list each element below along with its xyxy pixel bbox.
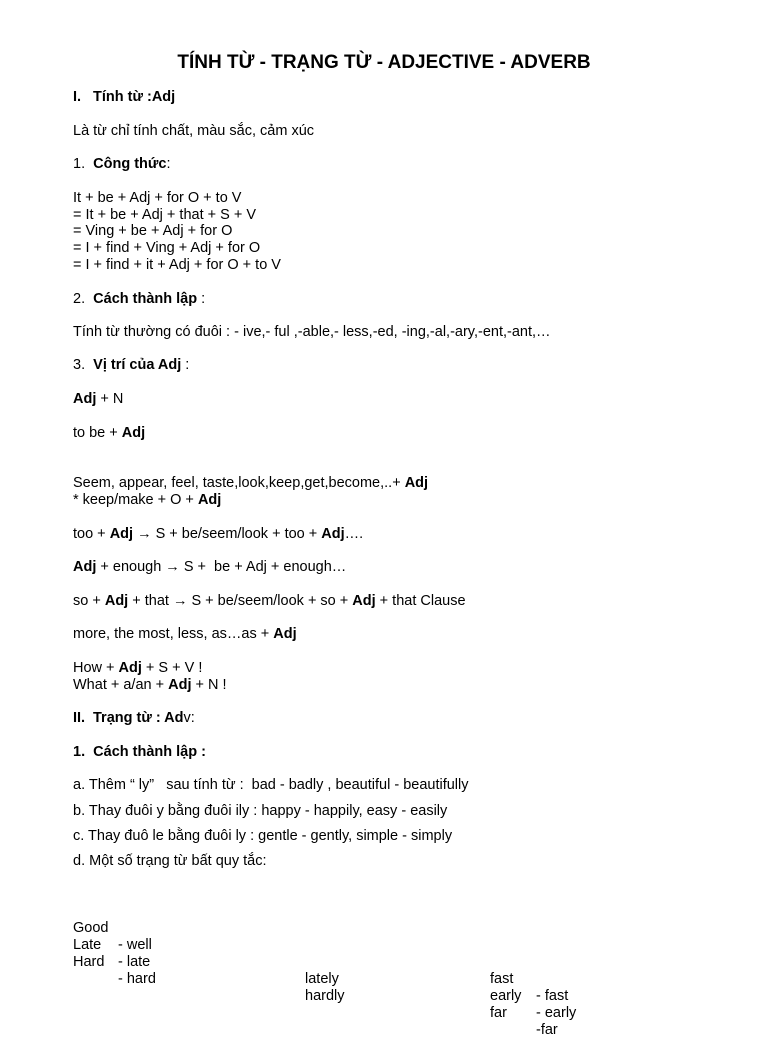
adj-formation-heading [73,291,205,308]
formula-line: = It + be + Adj + that + S + V [73,207,256,223]
formula-number: 1. [73,156,86,172]
rule-text: How + [73,660,119,676]
section-1-number: I. [73,89,82,105]
rule-text: + that → S + be/seem/look + so + [128,593,353,609]
adj-keyword: Adj [404,475,429,491]
rule-too [73,526,363,543]
adj-formation-number: 2. [73,291,86,307]
rule-text: …. [344,526,364,542]
adj-keyword: Adj [118,660,142,676]
rule-adj-n [73,391,123,408]
rule-how [73,660,202,677]
section-1-heading [73,89,175,106]
rule-tobe [73,425,145,442]
adj-suffixes: Tính từ thường có đuôi : - ive,- ful ,-able,- less,-ed, -ing,-al,-ary,-ent,-ant,… [73,324,551,340]
rule-text: + N [96,391,124,407]
irregular-adj: early [490,988,522,1004]
adv-formation-number: 1. [73,744,86,760]
rule-text: * keep/make + O + [73,492,198,508]
adj-keyword: Adj [352,593,376,609]
adj-position-heading [73,357,189,374]
adj-position-number: 3. [73,357,86,373]
adj-keyword: Adj [168,677,192,693]
formula-line: It + be + Adj + for O + to V [73,190,242,206]
irregular-adv: - fast [536,988,569,1004]
section-2-heading [73,710,195,727]
rule-what [73,677,227,694]
adj-formation-colon: : [197,291,206,307]
rule-text: + S + V ! [141,660,203,676]
irregular-adj: Late [73,937,102,953]
rule-text: What + a/an + [73,677,169,693]
rule-text: Seem, appear, feel, taste,look,keep,get,become,..+ [73,475,405,491]
rule-more [73,626,297,643]
section-2-number: II. [73,710,86,726]
rule-text: + N ! [191,677,227,693]
formula-colon: : [166,156,171,172]
adj-definition: Là từ chỉ tính chất, màu sắc, cảm xúc [73,123,315,139]
formula-title: Công thức [93,156,167,172]
rule-keep [73,492,221,509]
section-1-title: Tính từ :Adj [93,89,176,105]
page-title: TÍNH TỪ - TRẠNG TỪ - ADJECTIVE - ADVERB [177,52,591,73]
irregular-adv: - well [118,937,152,953]
adj-keyword: Adj [273,626,297,642]
adj-position-title: Vị trí của Adj [93,357,182,373]
adv-formation-heading [73,744,206,761]
irregular-mid: hardly [305,988,345,1004]
adj-position-colon: : [181,357,190,373]
adj-keyword: Adj [109,526,134,542]
rule-text: + that Clause [375,593,466,609]
formula-heading [73,156,171,173]
section-2-title: Trạng từ : Ad [93,710,184,726]
irregular-adj: far [490,1005,507,1021]
adv-formation-title: Cách thành lập : [93,744,206,760]
adj-keyword: Adj [73,391,97,407]
formula-line: = I + find + Ving + Adj + for O [73,240,261,256]
adj-keyword: Adj [73,559,97,575]
irregular-adv: - hard [118,971,156,987]
section-2-title-suffix: v: [183,710,195,726]
adv-rule: b. Thay đuôi y bằng đuôi ily : happy - happily, easy - easily [73,803,448,819]
adj-keyword: Adj [121,425,146,441]
rule-enough [73,559,346,576]
adv-rule: a. Thêm “ ly” sau tính từ : bad - badly , beautiful - beautifully [73,777,469,793]
rule-text: so + [73,593,105,609]
irregular-adj: fast [490,971,514,987]
irregular-adv: -far [536,1022,558,1038]
irregular-adv: - late [118,954,151,970]
irregular-adj: Hard [73,954,105,970]
adj-keyword: Adj [104,593,129,609]
adj-keyword: Adj [321,526,345,542]
irregular-adj: Good [73,920,109,936]
rule-text: more, the most, less, as…as + [73,626,274,642]
irregular-adv: - early [536,1005,577,1021]
adj-formation-title: Cách thành lập [93,291,198,307]
formula-line: = Ving + be + Adj + for O [73,223,233,239]
rule-text: to be + [73,425,122,441]
formula-line: = I + find + it + Adj + for O + to V [73,257,281,273]
irregular-mid: lately [305,971,339,987]
rule-text: too + [73,526,110,542]
rule-text: → S + be/seem/look + too + [133,526,322,542]
adv-rule: d. Một số trạng từ bất quy tắc: [73,853,267,869]
rule-so [73,593,466,610]
rule-text: + enough → S + be + Adj + enough… [96,559,347,575]
adv-rule: c. Thay đuô le bằng đuôi ly : gentle - gently, simple - simply [73,828,453,844]
adj-keyword: Adj [197,492,222,508]
rule-seem [73,475,428,492]
